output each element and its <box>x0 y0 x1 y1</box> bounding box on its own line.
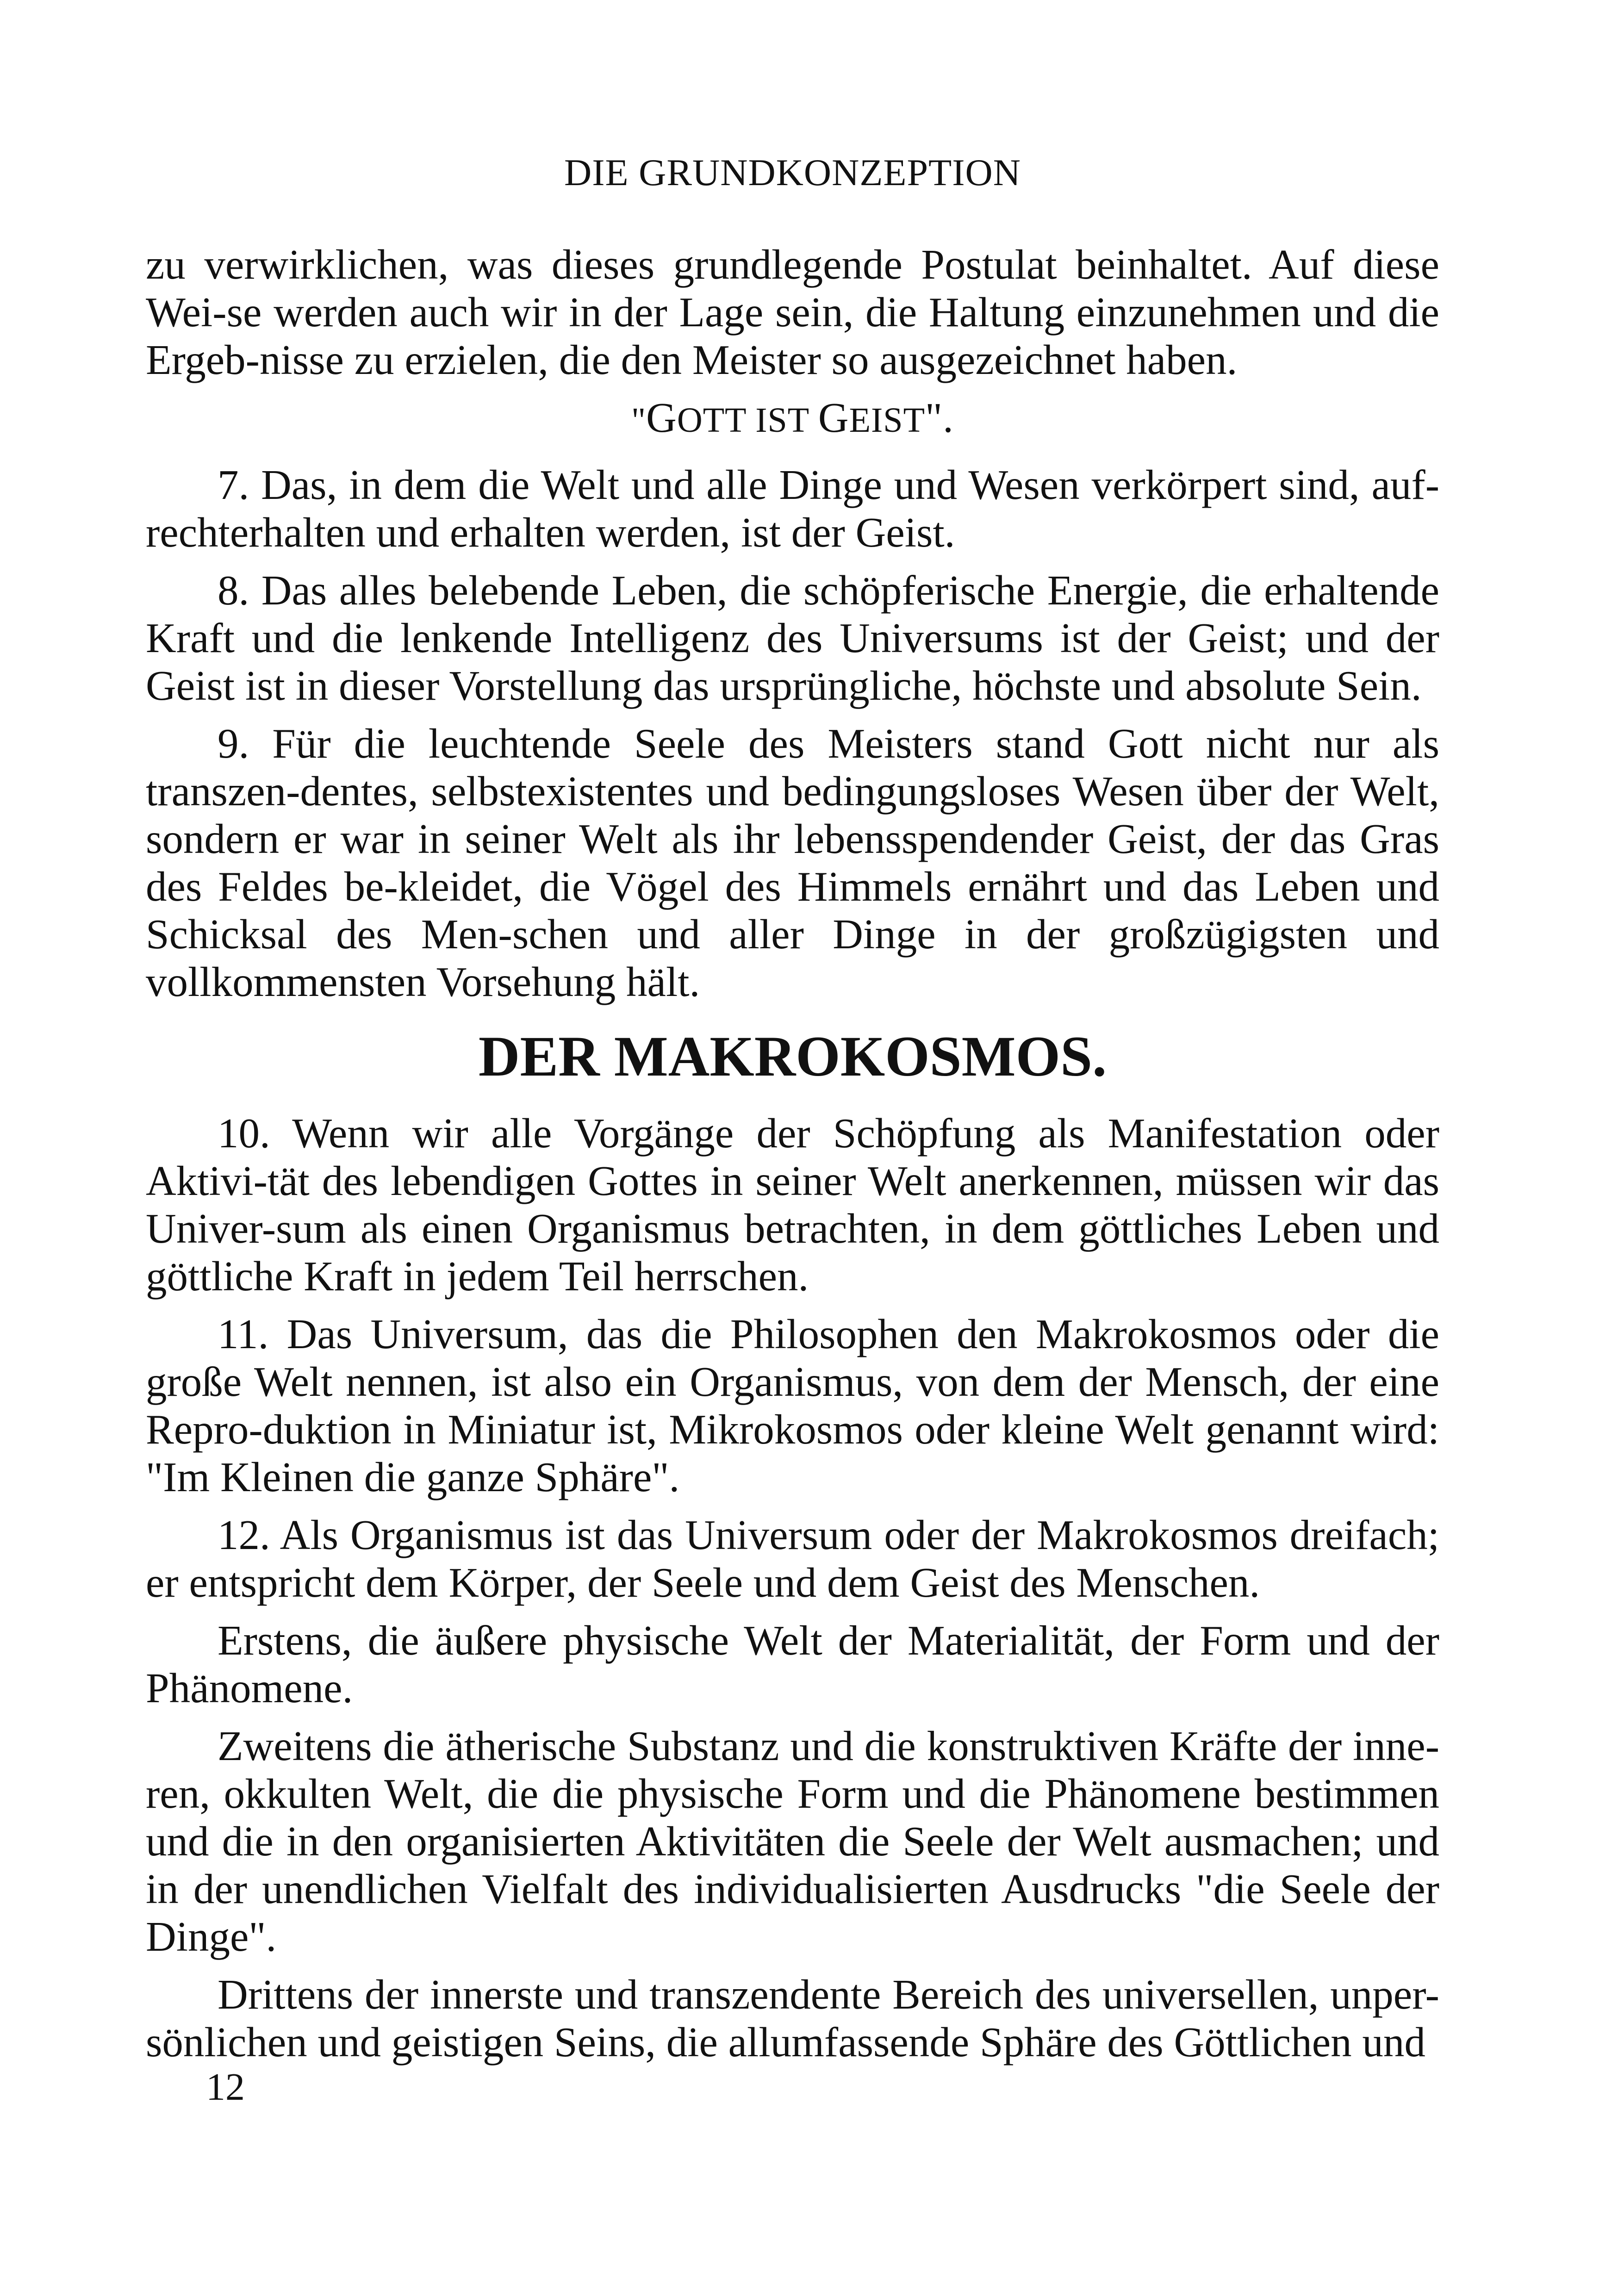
motto-ist: IST <box>755 401 809 440</box>
section-heading: DER MAKROKOSMOS. <box>478 1025 1107 1088</box>
motto-ott: OTT <box>677 401 747 440</box>
running-head: DIE GRUNDKONZEPTION <box>564 151 1021 193</box>
motto-eist: EIST <box>849 401 925 440</box>
paragraph-12: 12. Als Organismus ist das Universum oder der Makrokosmos dreifach; er entspricht dem Körper, der Seele und dem Geist des Menschen. <box>146 1512 1439 1606</box>
paragraph-11: 11. Das Universum, das die Philosophen den Makrokosmos oder die große Welt nennen, ist also ein Organismus, von dem der Mensch, der eine Repro-duktion in Miniatur ist, Mikrokosmos oder kleine Welt genannt wird: "Im Kleinen die ganze Sphäre". <box>146 1311 1439 1500</box>
paragraph-8: 8. Das alles belebende Leben, die schöpferische Energie, die erhaltende Kraft und die lenkende Intelligenz des Universums ist der Geist; und der Geist ist in dieser Vorstellung das ursprüngliche, höchste und absolute Sein. <box>146 567 1439 709</box>
paragraph-drittens: Drittens der innerste und transzendente Bereich des universellen, unper-sönlichen und geistigen Seins, die allumfassende Sphäre des Göttlichen und <box>146 1971 1439 2066</box>
motto-open-quote: " <box>631 401 647 440</box>
motto-g: G <box>646 394 677 441</box>
paragraph-10: 10. Wenn wir alle Vorgänge der Schöpfung als Manifestation oder Aktivi-tät des lebendigen Gottes in seiner Welt anerkennen, müssen wir das Univer-sum als einen Organismus betrachten, in dem göttliches Leben und göttliche Kraft in jedem Teil herrschen. <box>146 1110 1439 1300</box>
page-number: 12 <box>206 2066 245 2109</box>
paragraph-zweitens: Zweitens die ätherische Substanz und die konstruktiven Kräfte der inne-ren, okkulten Welt, die die physische Form und die Phänomene bestimmen und die in den organisierten Aktivitäten die Seele der Welt ausmachen; und in der unendlichen Vielfalt des individualisierten Ausdrucks "die Seele der Dinge". <box>146 1723 1439 1960</box>
page-body <box>146 241 1439 2076</box>
motto <box>146 394 1439 444</box>
paragraph-9: 9. Für die leuchtende Seele des Meisters stand Gott nicht nur als transzen-dentes, selbstexistentes und bedingungsloses Wesen über der Welt, sondern er war in seiner Welt als ihr lebensspendender Geist, der das Gras des Feldes be-kleidet, die Vögel des Himmels ernährt und das Leben und Schicksal des Men-schen und aller Dinge in der großzügigsten und vollkommensten Vorsehung hält. <box>146 720 1439 1005</box>
motto-close: ". <box>925 394 954 441</box>
paragraph-7: 7. Das, in dem die Welt und alle Dinge und Wesen verkörpert sind, auf-rechterhalten und erhalten werden, ist der Geist. <box>146 461 1439 556</box>
intro-paragraph: zu verwirklichen, was dieses grundlegende Postulat beinhaltet. Auf diese Wei-se werden auch wir in der Lage sein, die Haltung einzunehmen und die Ergeb-nisse zu erzielen, die den Meister so ausgezeichnet haben. <box>146 241 1439 383</box>
paragraph-erstens: Erstens, die äußere physische Welt der Materialität, der Form und der Phänomene. <box>146 1617 1439 1711</box>
motto-ge: G <box>818 394 849 441</box>
